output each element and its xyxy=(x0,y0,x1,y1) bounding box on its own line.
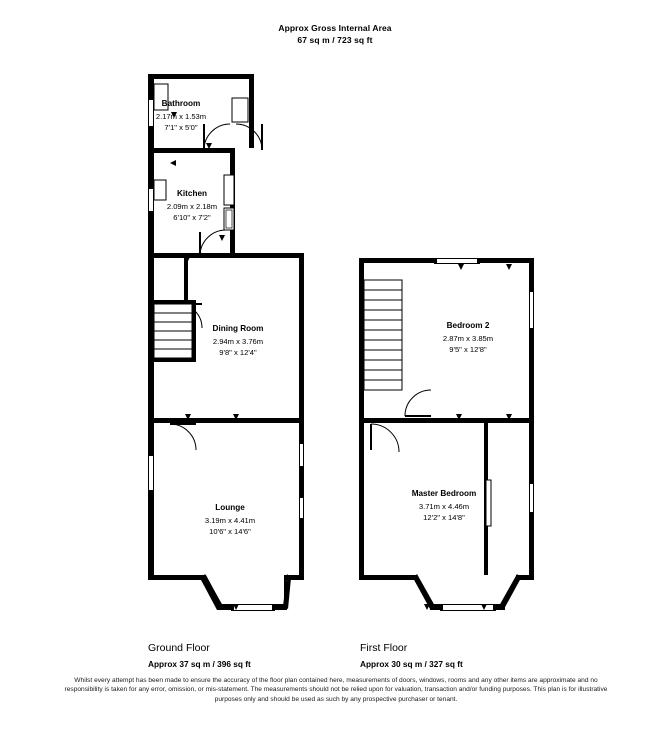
room-label-bedroom-2 xyxy=(413,320,523,356)
room-name: Kitchen xyxy=(176,189,208,198)
disclaimer-text: Whilst every attempt has been made to ensure the accuracy of the floor plan contained here, measurements of doors, windows, rooms and any other items are approximate and no responsibility is taken for any error, omission, or mis-statement. The measurements should not be relied upon for valuation, transaction and/or funding purposes. This plan is for illustrative purposes only and should be used as such by any prospective purchaser or tenant. xyxy=(64,677,608,703)
room-imperial: 7'1" x 5'0" xyxy=(164,123,198,132)
room-imperial: 6'10" x 7'2" xyxy=(173,213,211,222)
room-imperial: 9'5" x 12'8" xyxy=(449,345,487,354)
first-floor-stairs xyxy=(364,280,402,390)
room-metric: 3.71m x 4.46m xyxy=(418,501,470,511)
room-metric: 2.94m x 3.76m xyxy=(212,336,264,346)
gross-area-value: 67 sq m / 723 sq ft xyxy=(297,35,373,45)
room-metric: 2.87m x 3.85m xyxy=(442,333,494,343)
room-name: Lounge xyxy=(215,503,245,512)
room-name: Bathroom xyxy=(161,99,201,108)
ground-floor-title: Ground Floor xyxy=(148,642,210,654)
ground-floor-caption xyxy=(148,642,251,671)
room-metric: 3.19m x 4.41m xyxy=(204,515,256,525)
gross-area-label: Approx Gross Internal Area xyxy=(278,23,392,33)
room-name: Master Bedroom xyxy=(411,489,477,498)
room-label-dining-room xyxy=(186,323,290,359)
first-floor-area: Approx 30 sq m / 327 sq ft xyxy=(360,659,463,669)
room-name: Bedroom 2 xyxy=(446,321,490,330)
room-imperial: 9'8" x 12'4" xyxy=(219,348,257,357)
room-metric: 2.17m x 1.53m xyxy=(155,111,207,121)
room-name: Dining Room xyxy=(212,324,264,333)
room-label-bathroom xyxy=(141,98,221,134)
ground-floor-doors xyxy=(170,124,262,450)
first-floor-caption xyxy=(360,642,463,671)
room-label-lounge xyxy=(178,502,282,538)
room-metric: 2.09m x 2.18m xyxy=(166,201,218,211)
room-label-master-bedroom xyxy=(374,488,514,524)
room-imperial: 10'6" x 14'6" xyxy=(209,527,251,536)
first-floor-arrows xyxy=(424,264,512,610)
first-floor-title: First Floor xyxy=(360,642,408,654)
room-label-kitchen xyxy=(152,188,232,224)
first-floor-plan xyxy=(359,258,534,611)
room-imperial: 12'2" x 14'8" xyxy=(423,513,465,522)
ground-floor-area: Approx 37 sq m / 396 sq ft xyxy=(148,659,251,669)
